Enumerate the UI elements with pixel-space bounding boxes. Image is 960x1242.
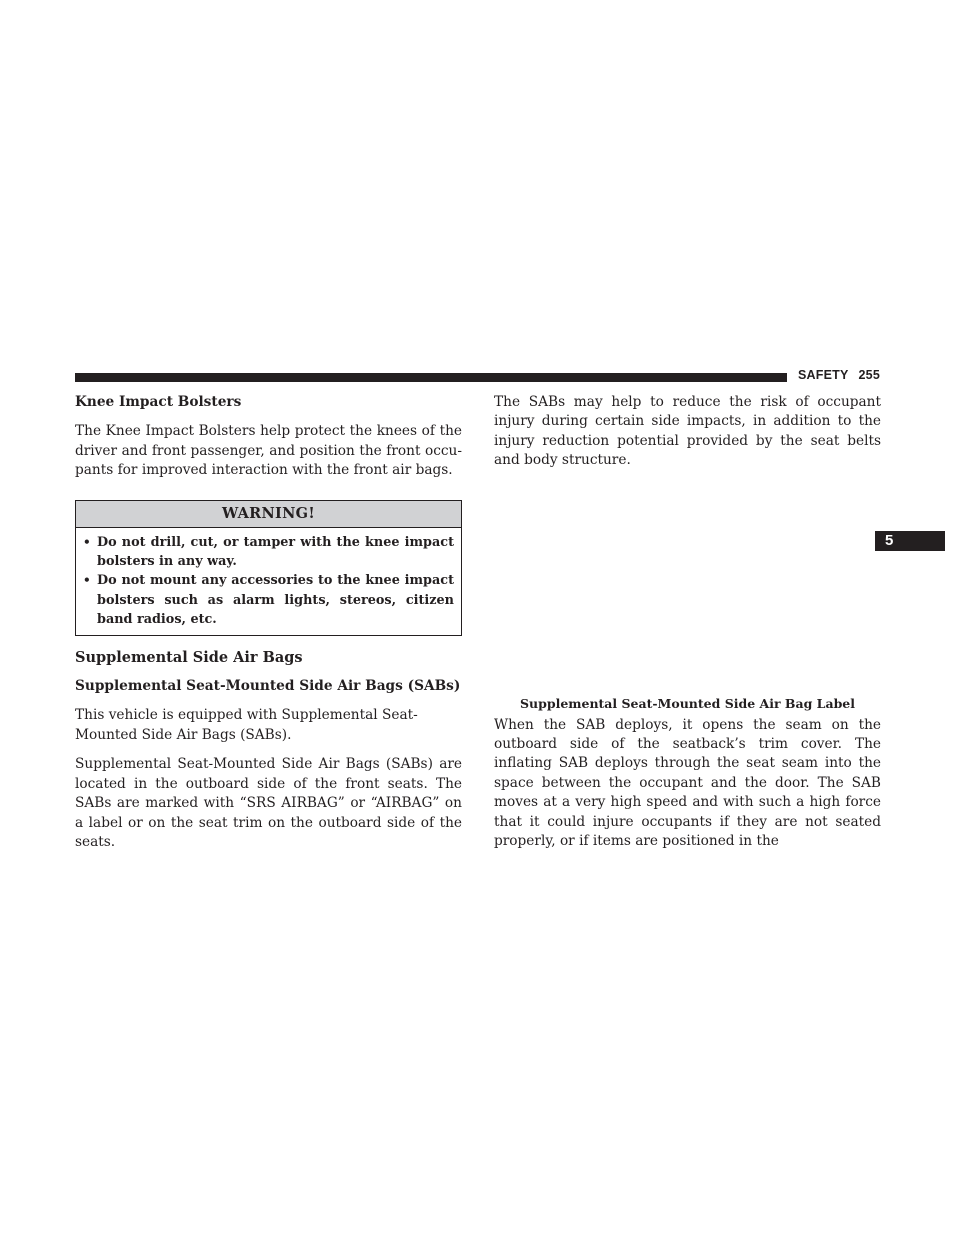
warning-list — [76, 528, 461, 635]
page-number: 255 — [858, 368, 880, 382]
sab-paragraph-2: Supplemental Seat-Mounted Side Air Bags (SABs) are located in the outboard side of the front seats. The SABs are marked with “SRS AIRBAG” or “AIRBAG” on a label or on the seat trim on the outboard side of the seats. — [75, 756, 462, 850]
section-title: SAFETY — [798, 368, 849, 382]
figure-area — [494, 471, 881, 716]
right-column — [494, 393, 881, 851]
chapter-tab: 5 — [875, 531, 945, 551]
sab-heading: Supplemental Seat-Mounted Side Air Bags (SABs) — [75, 678, 461, 695]
warning-box — [75, 500, 462, 636]
knee-bolsters-heading: Knee Impact Bolsters — [75, 394, 242, 410]
left-column — [75, 393, 462, 852]
sab-paragraph-1: This vehicle is equipped with Supplemental Seat-Mounted Side Air Bags (SABs). — [75, 707, 418, 743]
bullet-icon: • — [83, 534, 91, 549]
knee-bolsters-paragraph: The Knee Impact Bolsters help protect the knees of the driver and front passenger, and position the front occupants for improved interaction with the front air bags. — [75, 423, 462, 479]
header-rule — [75, 373, 787, 382]
warning-item: • Do not mount any accessories to the knee impact bolsters such as alarm lights, stereos, citizen band radios, etc. — [83, 571, 454, 629]
figure-caption: Supplemental Seat-Mounted Side Air Bag Label — [519, 696, 856, 712]
running-header — [798, 368, 880, 382]
warning-title: WARNING! — [76, 501, 461, 528]
sab-deploy-paragraph: When the SAB deploys, it opens the seam on the outboard side of the seatback’s trim cover. The inflating SAB deploys through the seat seam into the space between the occupant and the door. The SAB moves at a very high speed and with such a high force that it could injure occupants if they are not seated properly, or if items are positioned in the — [494, 716, 881, 850]
bullet-icon: • — [83, 573, 91, 588]
side-air-bags-heading: Supplemental Side Air Bags — [75, 648, 303, 666]
warning-item: • Do not drill, cut, or tamper with the knee impact bolsters in any way. — [83, 533, 454, 572]
sab-intro-paragraph: The SABs may help to reduce the risk of occupant injury during certain side impacts, in addition to the injury reduction potential provided by the seat belts and body structure. — [494, 394, 881, 469]
